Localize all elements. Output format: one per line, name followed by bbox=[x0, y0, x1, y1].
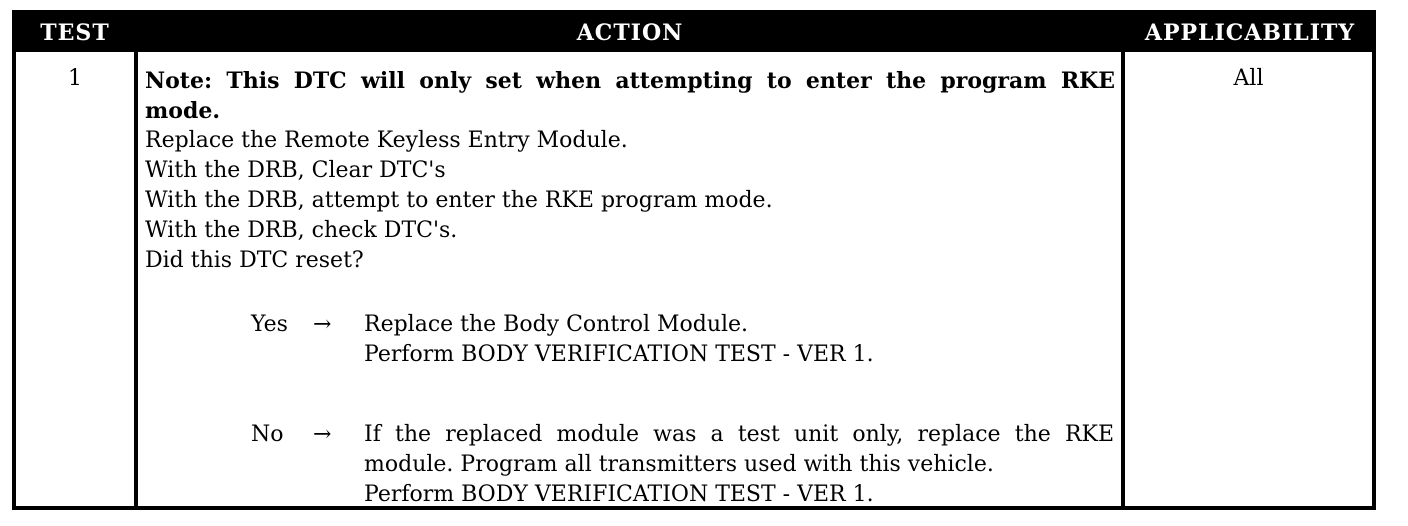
header-action: ACTION bbox=[576, 20, 684, 46]
outcome-line: Perform BODY VERIFICATION TEST - VER 1. bbox=[364, 482, 874, 507]
outcome-line: Perform BODY VERIFICATION TEST - VER 1. bbox=[364, 342, 874, 367]
action-step: With the DRB, check DTC's. bbox=[145, 218, 458, 243]
arrow-right-icon: → bbox=[313, 312, 332, 337]
action-note: Note: This DTC will only set when attempting to enter the program RKE mode. bbox=[145, 68, 1115, 124]
applicability-value: All bbox=[1233, 66, 1264, 91]
header-applicability: APPLICABILITY bbox=[1144, 20, 1356, 46]
outcome-line: If the replaced module was a test unit only, replace the RKE module. Program all transmitters used with this vehicle. bbox=[364, 422, 1114, 477]
action-step: With the DRB, Clear DTC's bbox=[145, 158, 446, 183]
action-question: Did this DTC reset? bbox=[145, 248, 364, 273]
column-divider-test bbox=[134, 52, 138, 510]
outcome-no-text bbox=[364, 420, 1114, 510]
diagnostic-table bbox=[12, 10, 1376, 510]
outcome-line: Replace the Body Control Module. bbox=[364, 312, 749, 337]
outcome-no-label: No bbox=[251, 422, 284, 447]
column-divider-applicability bbox=[1121, 52, 1125, 510]
arrow-right-icon: → bbox=[313, 422, 332, 447]
action-cell bbox=[145, 66, 1115, 507]
action-step: With the DRB, attempt to enter the RKE program mode. bbox=[145, 188, 773, 213]
table-header-row bbox=[16, 14, 1372, 52]
header-test: TEST bbox=[40, 20, 110, 46]
outcome-yes-label: Yes bbox=[251, 312, 288, 337]
outcome-yes-text bbox=[364, 310, 1114, 370]
test-number: 1 bbox=[68, 66, 82, 91]
action-step: Replace the Remote Keyless Entry Module. bbox=[145, 128, 628, 153]
